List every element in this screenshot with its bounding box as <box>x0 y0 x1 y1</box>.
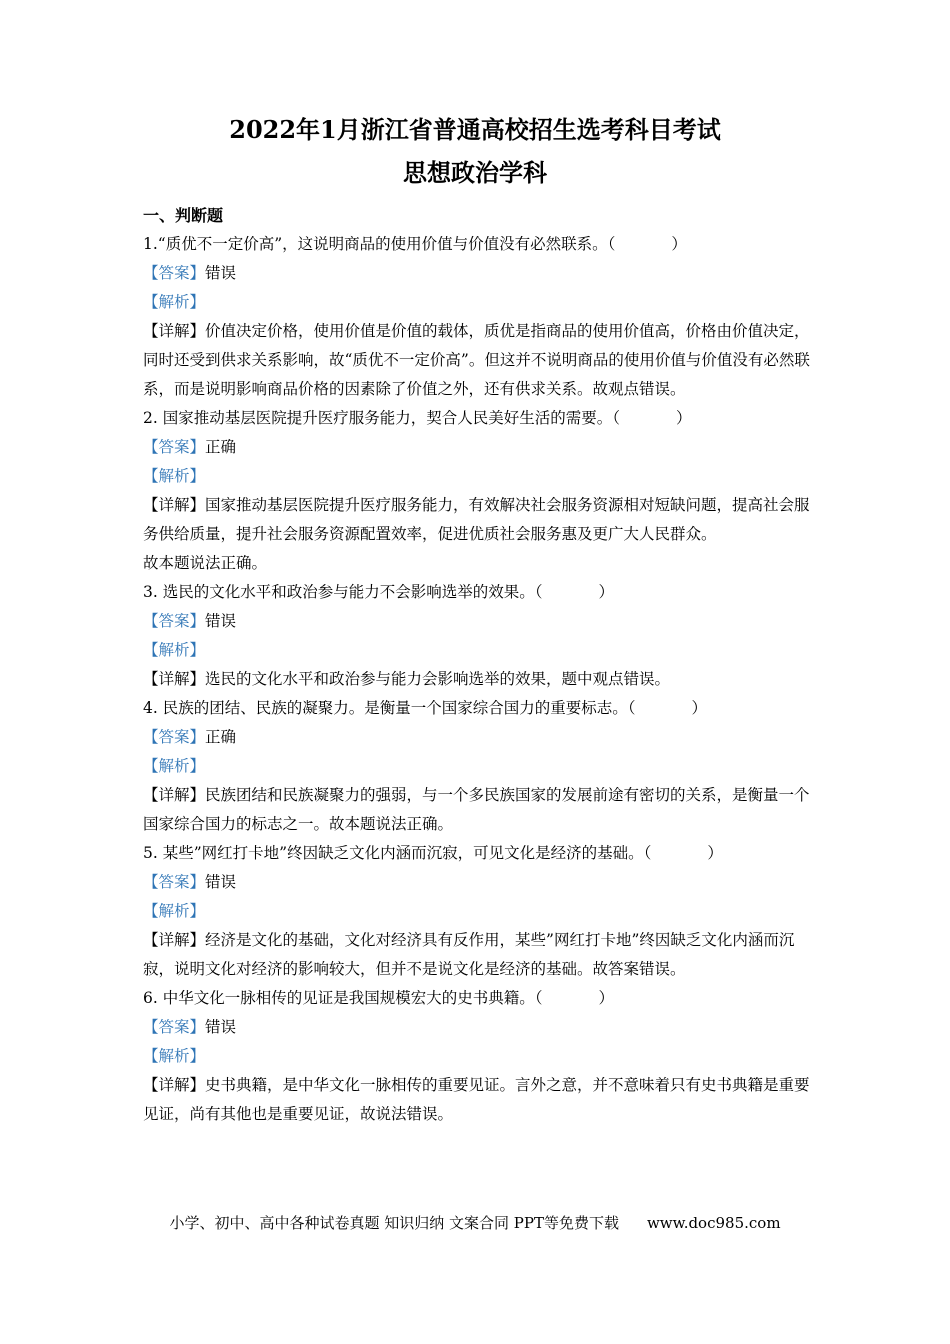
question-2 <box>143 404 813 433</box>
answer-label: 【答案】 <box>143 438 206 456</box>
answer-value: 正确 <box>205 438 237 456</box>
footer-text: 小学、初中、高中各种试卷真题 知识归纳 文案合同 PPT等免费下载 <box>169 1214 619 1232</box>
detail-label: 【详解】 <box>143 322 206 340</box>
question-stem: 5. 某些”网红打卡地”终因缺乏文化内涵而沉寂，可见文化是经济的基础。（ <box>143 844 652 862</box>
question-close: ） <box>598 583 614 601</box>
answer-line <box>143 1013 813 1042</box>
answer-value: 错误 <box>205 264 237 282</box>
answer-label: 【答案】 <box>143 728 206 746</box>
detail-line <box>143 1071 813 1129</box>
question-close: ） <box>675 409 692 427</box>
section-heading: 一、判断题 <box>143 206 224 225</box>
analysis-label: 【解析】 <box>143 293 206 311</box>
analysis-label: 【解析】 <box>143 902 206 920</box>
analysis-label: 【解析】 <box>143 641 206 659</box>
answer-label: 【答案】 <box>143 1018 206 1036</box>
detail-text: 史书典籍，是中华文化一脉相传的重要见证。言外之意，并不意味着只有史书典籍是重要见证，尚有其他也是重要见证，故说法错误。 <box>143 1076 810 1123</box>
analysis-line <box>143 288 813 317</box>
detail-text: 经济是文化的基础，文化对经济具有反作用，某些”网红打卡地”终因缺乏文化内涵而沉寂，说明文化对经济的影响较大，但并不是说文化是经济的基础。故答案错误。 <box>143 931 795 978</box>
answer-label: 【答案】 <box>143 873 206 891</box>
question-stem: 2. 国家推动基层医院提升医疗服务能力，契合人民美好生活的需要。（ <box>143 409 620 427</box>
detail-label: 【详解】 <box>143 496 206 514</box>
exam-title: 2022年1月浙江省普通高校招生选考科目考试 <box>229 115 721 144</box>
subject-title: 思想政治学科 <box>403 158 547 187</box>
footer-site-link[interactable]: www.doc985.com <box>646 1214 781 1232</box>
question-3 <box>143 578 813 607</box>
detail-conclusion: 故本题说法正确。 <box>143 554 268 572</box>
analysis-line <box>143 636 813 665</box>
detail-label: 【详解】 <box>143 931 206 949</box>
analysis-line <box>143 1042 813 1071</box>
analysis-label: 【解析】 <box>143 467 206 485</box>
answer-label: 【答案】 <box>143 264 206 282</box>
question-stem: 1.“质优不一定价高”，这说明商品的使用价值与价值没有必然联系。（ <box>143 235 616 253</box>
detail-text: 民族团结和民族凝聚力的强弱，与一个多民族国家的发展前途有密切的关系，是衡量一个国家综合国力的标志之一。故本题说法正确。 <box>143 786 810 833</box>
detail-text: 选民的文化水平和政治参与能力会影响选举的效果，题中观点错误。 <box>205 670 671 688</box>
answer-line <box>143 433 813 462</box>
answer-value: 错误 <box>205 1018 237 1036</box>
detail-line <box>143 926 813 984</box>
question-stem: 6. 中华文化一脉相传的见证是我国规模宏大的史书典籍。（ <box>143 989 543 1007</box>
answer-line <box>143 723 813 752</box>
detail-text: 国家推动基层医院提升医疗服务能力，有效解决社会服务资源相对短缺问题，提高社会服务供给质量，提升社会服务资源配置效率，促进优质社会服务惠及更广大人民群众。 <box>143 496 810 543</box>
analysis-line <box>143 752 813 781</box>
detail-line <box>143 491 813 549</box>
analysis-label: 【解析】 <box>143 1047 206 1065</box>
analysis-line <box>143 462 813 491</box>
question-5 <box>143 839 813 868</box>
question-6 <box>143 984 813 1013</box>
question-close: ） <box>598 989 614 1007</box>
answer-line <box>143 259 813 288</box>
question-close: ） <box>671 235 687 253</box>
question-4 <box>143 694 813 723</box>
detail-line <box>143 665 813 694</box>
detail-line <box>143 781 813 839</box>
question-close: ） <box>707 844 723 862</box>
answer-value: 错误 <box>205 873 237 891</box>
question-1 <box>143 230 813 259</box>
detail-label: 【详解】 <box>143 786 206 804</box>
question-stem: 3. 选民的文化水平和政治参与能力不会影响选举的效果。（ <box>143 583 543 601</box>
answer-value: 正确 <box>205 728 237 746</box>
answer-label: 【答案】 <box>143 612 206 630</box>
detail-line <box>143 317 813 404</box>
question-close: ） <box>691 699 707 717</box>
page-footer <box>0 1211 950 1235</box>
analysis-line <box>143 897 813 926</box>
detail-text: 价值决定价格，使用价值是价值的载体，质优是指商品的使用价值高，价格由价值决定，同时还受到供求关系影响，故“质优不一定价高”。但这并不说明商品的使用价值与价值没有必然联系，而是说明影响商品价格的因素除了价值之外，还有供求关系。故观点错误。 <box>143 322 810 398</box>
question-stem: 4. 民族的团结、民族的凝聚力。是衡量一个国家综合国力的重要标志。（ <box>143 699 636 717</box>
answer-line <box>143 868 813 897</box>
answer-value: 错误 <box>205 612 237 630</box>
detail-label: 【详解】 <box>143 1076 206 1094</box>
analysis-label: 【解析】 <box>143 757 206 775</box>
answer-line <box>143 607 813 636</box>
document-body <box>143 201 813 1129</box>
detail-label: 【详解】 <box>143 670 206 688</box>
